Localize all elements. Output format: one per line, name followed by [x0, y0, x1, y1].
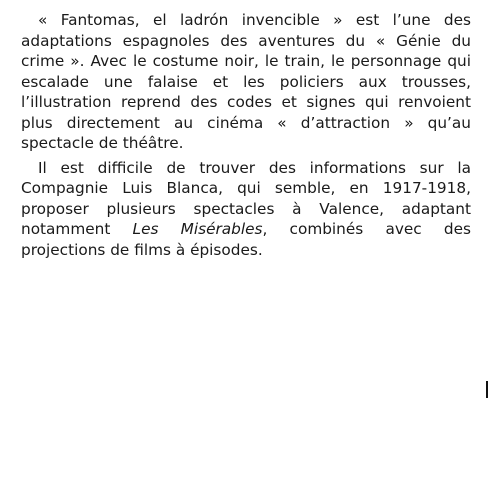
paragraph-text-end: , combinés avec des projections de films à épisodes.: [21, 220, 471, 259]
paragraph-fantomas: « Fantomas, el ladrón invencible » est l’une des adaptations espagnoles des aventures du « Génie du crime ». Avec le costume noir, le train, le personnage qui escalade une falaise et les policiers aux trousses, l’illustration reprend des codes et signes qui renvoient plus directement au cinéma « d’attraction » qu’au spectacle de théâtre.: [21, 11, 471, 152]
work-title-les-miserables: Les Misérables: [132, 220, 263, 238]
paragraph-text-start: Il est difficile de trouver des informations sur la Compagnie Luis Blanca, qui semble, en 1917-1918, proposer plusieurs spectacles à Valence, adaptant notamment: [21, 158, 471, 238]
text-cursor-mark: [486, 381, 488, 398]
paragraph-compagnie-luis-blanca: [21, 158, 471, 261]
document-page: [21, 10, 471, 260]
